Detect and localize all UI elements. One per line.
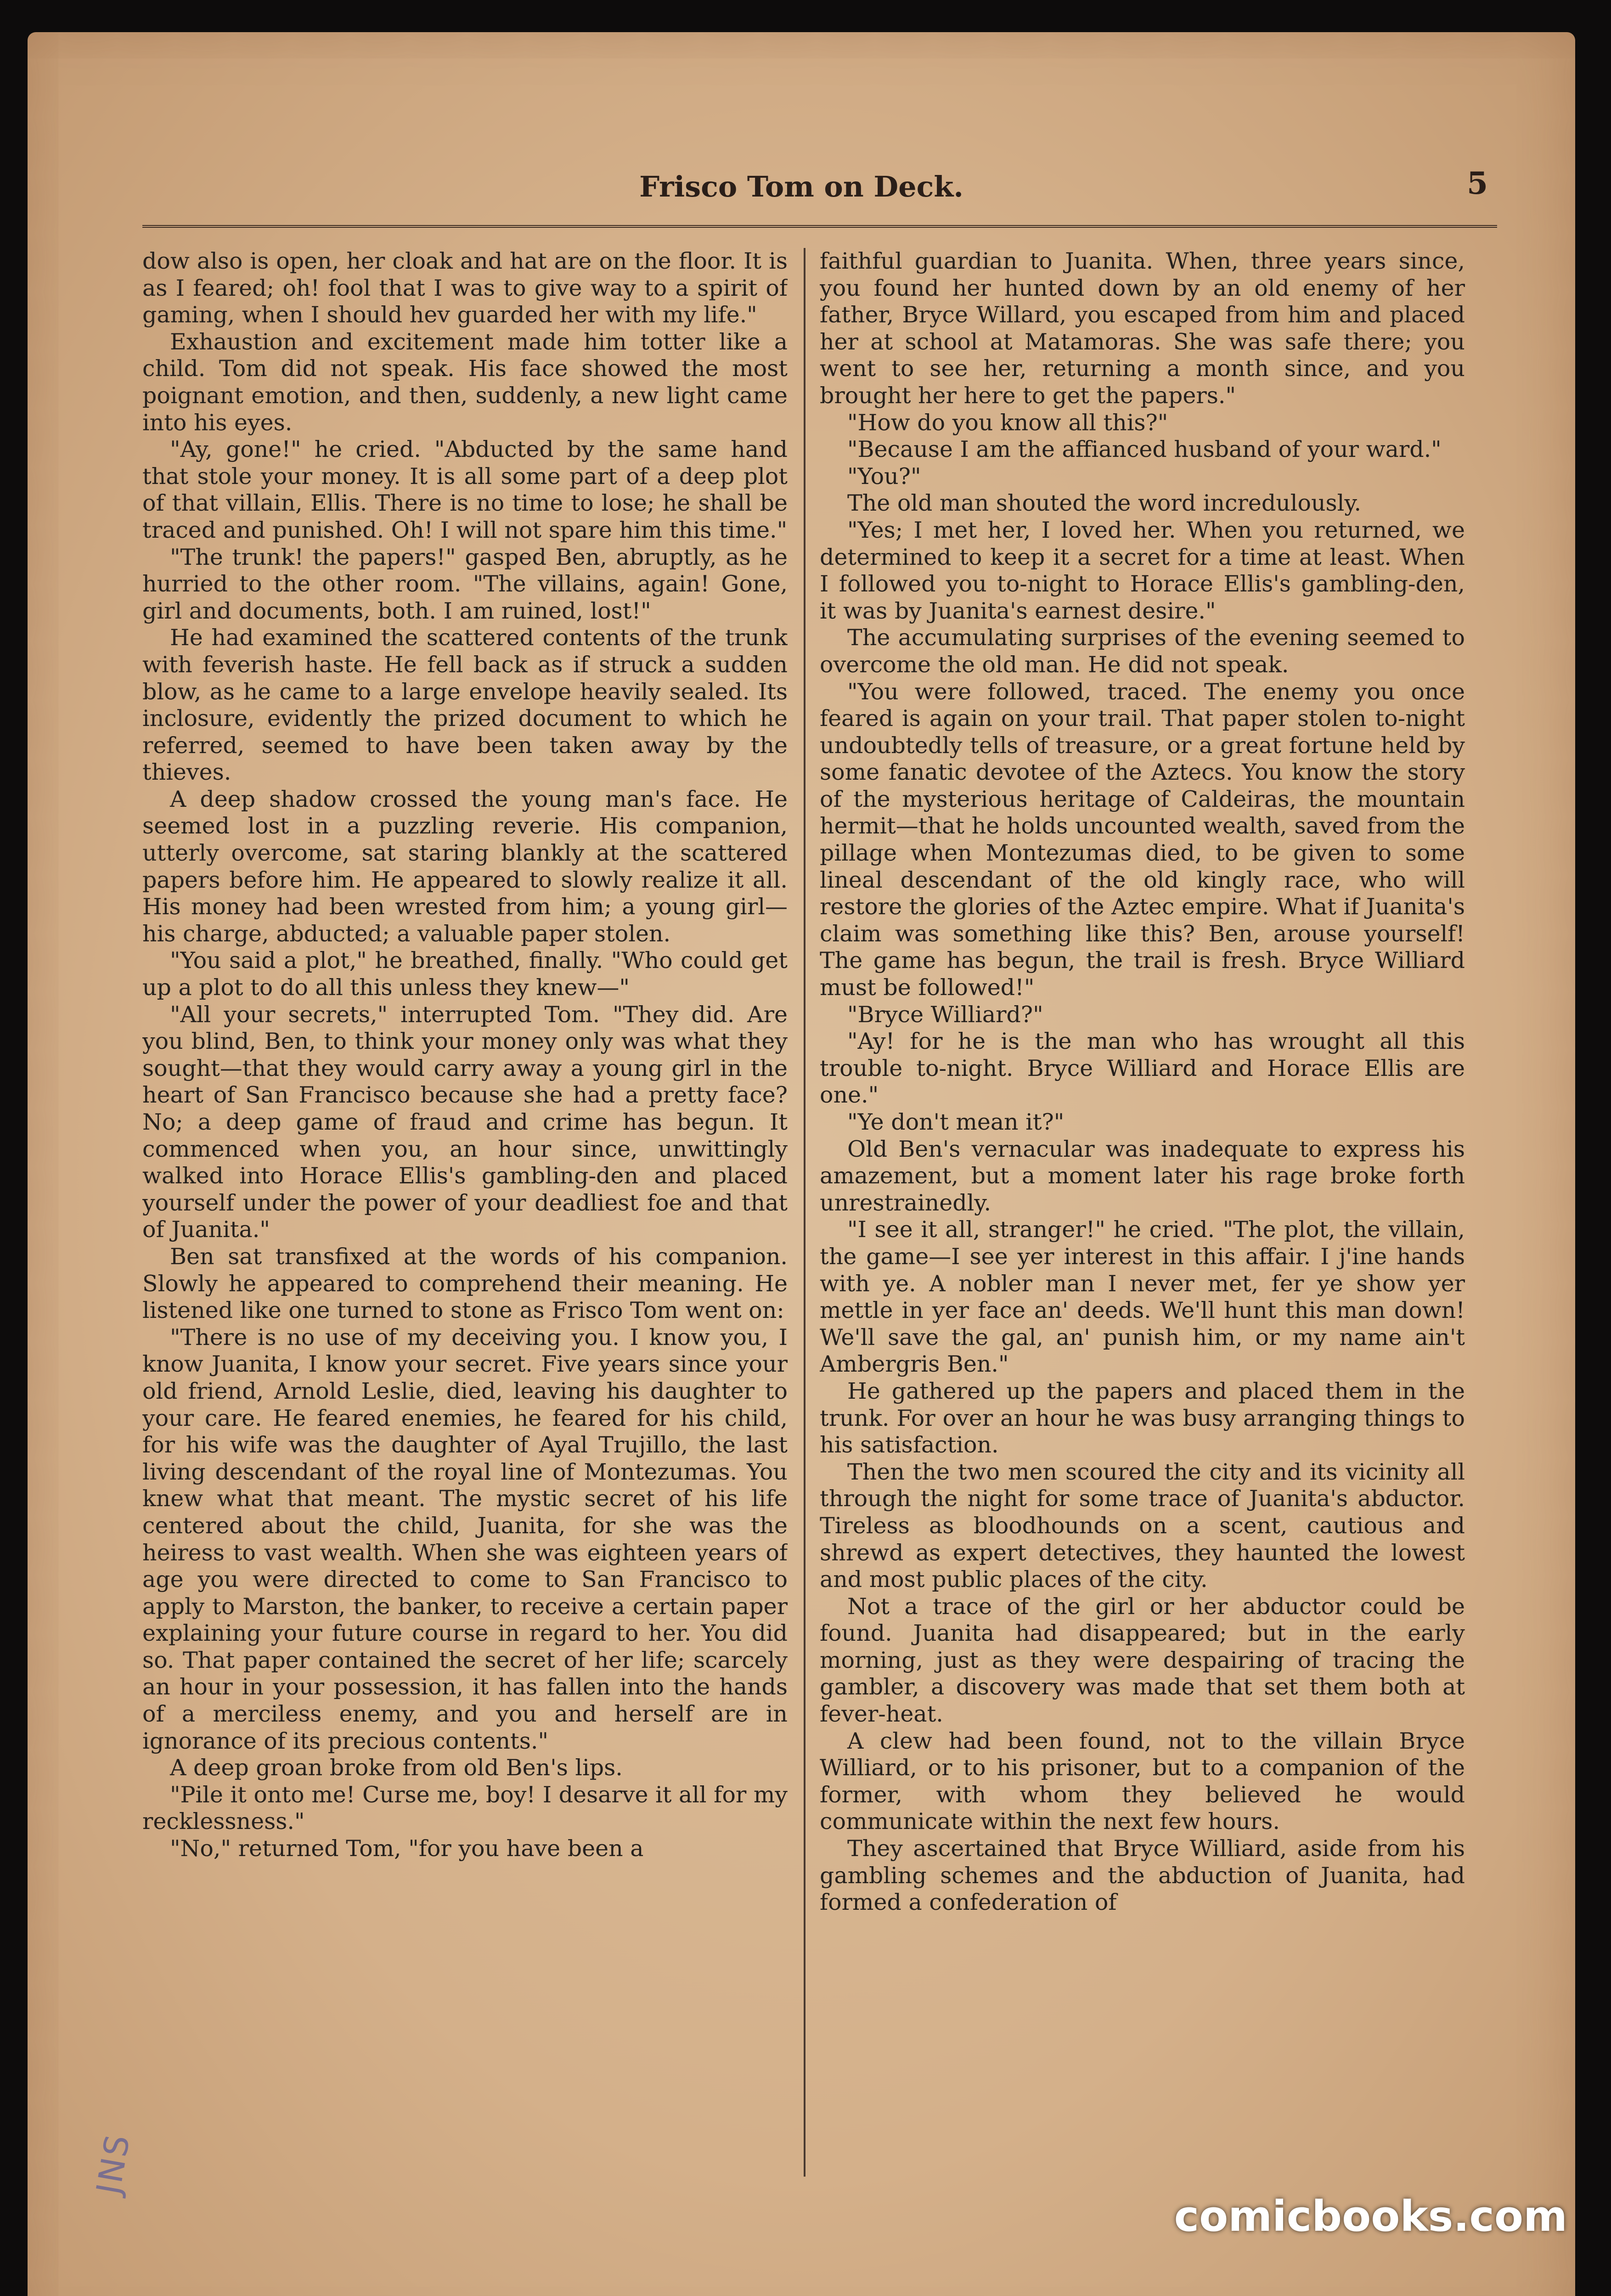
text-column-right	[820, 248, 1465, 2177]
paragraph: A deep groan broke from old Ben's lips.	[170, 1755, 623, 1781]
paragraph: "There is no use of my deceiving you. I know you, I know Juanita, I know your secret. Five years since your old friend, Arnold Leslie, died, leaving his daughter to your care. He feared enemies, he feared for his child, for his wife was the daughter of Ayal Trujillo, the last living descendant of the royal line of Montezumas. You knew what that meant. The mystic secret of his life centered about the child, Juanita, for she was the heiress to vast wealth. When she was eighteen years of age you were directed to come to San Francisco to apply to Marston, the banker, to receive a certain paper explaining your future course in regard to her. You did so. That paper contained the secret of her life; scarcely an hour in your possession, it has fallen into the hands of a merciless enemy, and you and herself are in ignorance of its precious contents."	[142, 1324, 788, 1754]
paragraph: "You were followed, traced. The enemy you once feared is again on your trail. That paper stolen to-night undoubtedly tells of treasure, or a great fortune held by some fanatic devotee of the Aztecs. You know the story of the mysterious heritage of Caldeiras, the mountain hermit—that he holds uncounted wealth, saved from the pillage when Montezumas died, to be given to some lineal descendant of the old kingly race, who will restore the glories of the Aztec empire. What if Juanita's claim was something like this? Ben, arouse yourself! The game has begun, the trail is fresh. Bryce Williard must be followed!"	[820, 678, 1465, 1001]
paragraph: faithful guardian to Juanita. When, three years since, you found her hunted down by an old enemy of her father, Bryce Willard, you escaped from him and placed her at school at Matamoras. She was safe there; you went to see her, returning a month since, and you brought her here to get the papers."	[820, 248, 1465, 409]
header-divider	[142, 225, 1497, 228]
column-divider	[804, 248, 806, 2177]
page-title: Frisco Tom on Deck.	[639, 170, 963, 203]
paragraph: "All your secrets," interrupted Tom. "They did. Are you blind, Ben, to think your money only was what they sought—that they would carry away a young girl in the heart of San Francisco because she had a pretty face? No; a deep game of fraud and crime has begun. It commenced when you, an hour since, unwittingly walked into Horace Ellis's gambling-den and placed yourself under the power of your deadliest foe and that of Juanita."	[142, 1001, 788, 1243]
paragraph: "I see it all, stranger!" he cried. "The plot, the villain, the game—I see yer interest in this affair. I j'ine hands with ye. A nobler man I never met, fer ye show yer mettle in yer face an' deeds. We'll hunt this man down! We'll save the gal, an' punish him, or my name ain't Ambergris Ben."	[820, 1216, 1465, 1378]
paragraph: He gathered up the papers and placed them in the trunk. For over an hour he was busy arranging things to his satisfaction.	[820, 1378, 1465, 1458]
paragraph: "The trunk! the papers!" gasped Ben, abruptly, as he hurried to the other room. "The villains, again! Gone, girl and documents, both. I am ruined, lost!"	[142, 544, 788, 624]
page-number: 5	[1467, 165, 1488, 201]
newspaper-page	[28, 32, 1575, 2296]
paragraph: "No," returned Tom, "for you have been a	[170, 1835, 644, 1862]
paragraph: "Ay, gone!" he cried. "Abducted by the same hand that stole your money. It is all some part of a deep plot of that villain, Ellis. There is no time to lose; he shall be traced and punished. Oh! I will not spare him this time."	[142, 436, 788, 543]
paragraph: "How do you know all this?"	[847, 409, 1168, 436]
paragraph: Not a trace of the girl or her abductor could be found. Juanita had disappeared; but in the early morning, just as they were despairing of tracing the gambler, a discovery was made that set them both at fever-heat.	[820, 1593, 1465, 1728]
paragraph: They ascertained that Bryce Williard, aside from his gambling schemes and the abduction of Juanita, had formed a confederation of	[820, 1835, 1465, 1916]
paragraph: Ben sat transfixed at the words of his companion. Slowly he appeared to comprehend their meaning. He listened like one turned to stone as Frisco Tom went on:	[142, 1243, 788, 1324]
paragraph: "Ay! for he is the man who has wrought all this trouble to-night. Bryce Williard and Horace Ellis are one."	[820, 1028, 1465, 1109]
paragraph: "You said a plot," he breathed, finally. "Who could get up a plot to do all this unless they knew—"	[142, 947, 788, 1001]
paragraph: The accumulating surprises of the evening seemed to overcome the old man. He did not speak.	[820, 625, 1465, 678]
paragraph: Old Ben's vernacular was inadequate to express his amazement, but a moment later his rage broke forth unrestrainedly.	[820, 1136, 1465, 1216]
paragraph: He had examined the scattered contents of the trunk with feverish haste. He fell back as if struck a sudden blow, as he came to a large envelope heavily sealed. Its inclosure, evidently the prized document to which he referred, seemed to have been taken away by the thieves.	[142, 625, 788, 786]
handwritten-margin-note: JNS	[89, 2130, 138, 2197]
paragraph: dow also is open, her cloak and hat are on the floor. It is as I feared; oh! fool that I was to give way to a spirit of gaming, when I should hev guarded her with my life."	[142, 248, 788, 328]
paragraph: "Pile it onto me! Curse me, boy! I desarve it all for my recklessness."	[142, 1781, 788, 1835]
paragraph: A deep shadow crossed the young man's face. He seemed lost in a puzzling reverie. His companion, utterly overcome, sat staring blankly at the scattered papers before him. He appeared to slowly realize it all. His money had been wrested from him; a young girl—his charge, abducted; a valuable paper stolen.	[142, 786, 788, 947]
paragraph: Then the two men scoured the city and its vicinity all through the night for some trace of Juanita's abductor. Tireless as bloodhounds on a scent, cautious and shrewd as expert detectives, they haunted the lowest and most public places of the city.	[820, 1458, 1465, 1593]
paragraph: "Ye don't mean it?"	[847, 1109, 1065, 1135]
paragraph: Exhaustion and excitement made him totter like a child. Tom did not speak. His face showed the most poignant emotion, and then, suddenly, a new light came into his eyes.	[142, 328, 788, 436]
paragraph: "You?"	[847, 463, 921, 490]
paragraph: "Yes; I met her, I loved her. When you returned, we determined to keep it a secret for a time at least. When I followed you to-night to Horace Ellis's gambling-den, it was by Juanita's earnest desire."	[820, 517, 1465, 624]
site-watermark: comicbooks.com	[1174, 2192, 1567, 2241]
paragraph: The old man shouted the word incredulously.	[847, 490, 1362, 517]
text-column-left	[142, 248, 788, 2177]
paragraph: A clew had been found, not to the villain Bryce Williard, or to his prisoner, but to a companion of the former, with whom they believed he would communicate within the next few hours.	[820, 1728, 1465, 1835]
paragraph: "Bryce Williard?"	[847, 1001, 1043, 1028]
paragraph: "Because I am the affianced husband of your ward."	[847, 436, 1442, 463]
